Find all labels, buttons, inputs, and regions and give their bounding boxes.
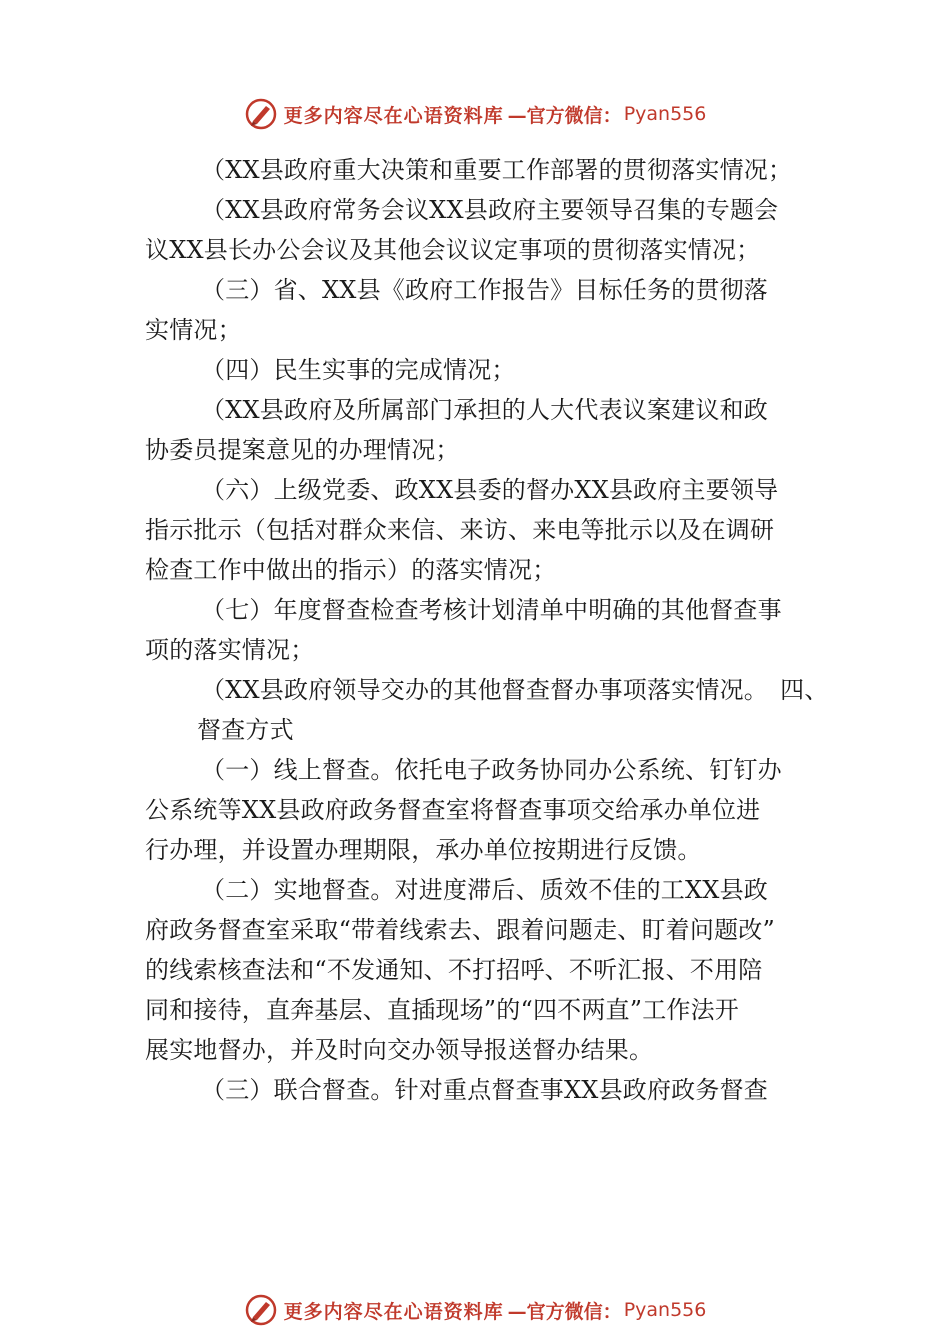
text-line: 行办理，并设置办理期限，承办单位按期进行反馈。: [145, 836, 702, 864]
footer-banner: [0, 1290, 950, 1330]
text-line: 公系统等XX县政府政务督查室将督查事项交给承办单位进: [145, 796, 761, 824]
text-line: （二）实地督查。对进度滞后、质效不佳的工XX县政: [201, 876, 768, 904]
text-line: 议XX县长办公会议及其他会议议定事项的贯彻落实情况；: [145, 236, 761, 264]
text-line: （XX县政府常务会议XX县政府主要领导召集的专题会: [201, 196, 779, 224]
document-body: [145, 150, 829, 1110]
text-line: （四）民生实事的完成情况；: [201, 356, 516, 384]
text-line: 府政务督查室采取“带着线索去、跟着问题走、盯着问题改”: [145, 916, 775, 944]
header-banner-wechat-id: Pyan556: [623, 103, 707, 125]
section-heading: 督查方式: [197, 716, 294, 744]
text-line: （六）上级党委、政XX县委的督办XX县政府主要领导: [201, 476, 779, 504]
footer-banner-text: 更多内容尽在心语资料库: [283, 1300, 504, 1323]
text-line: （XX县政府及所属部门承担的人大代表议案建议和政: [201, 396, 768, 424]
text-line: 项的落实情况；: [145, 636, 315, 664]
footer-banner-wechat-id: Pyan556: [623, 1299, 707, 1321]
header-banner-text: 更多内容尽在心语资料库: [283, 104, 504, 127]
text-line: （XX县政府重大决策和重要工作部署的贯彻落实情况；: [201, 156, 793, 184]
text-line: （三）省、XX县《政府工作报告》目标任务的贯彻落: [201, 276, 768, 304]
text-line: 同和接待，直奔基层、直插现场”的“四不两直”工作法开: [145, 996, 740, 1024]
text-line: 的线索核查法和“不发通知、不打招呼、不听汇报、不用陪: [145, 956, 763, 984]
text-line: 展实地督办，并及时向交办领导报送督办结果。: [145, 1036, 654, 1064]
text-line: （三）联合督查。针对重点督查事XX县政府政务督查: [201, 1076, 768, 1104]
header-banner: [0, 94, 950, 134]
footer-banner-separator: —官方微信：: [507, 1300, 622, 1323]
pen-logo-icon: [244, 1293, 278, 1327]
text-line: 实情况；: [145, 316, 242, 344]
text-line: （七）年度督查检查考核计划清单中明确的其他督查事: [201, 596, 782, 624]
pen-logo-icon: [244, 97, 278, 131]
text-line: （XX县政府领导交办的其他督查督办事项落实情况。 四、: [201, 676, 829, 704]
text-line: 检查工作中做出的指示）的落实情况；: [145, 556, 557, 584]
text-line: 协委员提案意见的办理情况；: [145, 436, 460, 464]
header-banner-separator: —官方微信：: [507, 104, 622, 127]
text-line: 指示批示（包括对群众来信、来访、来电等批示以及在调研: [145, 516, 775, 544]
text-line: （一）线上督查。依托电子政务协同办公系统、钉钉办: [201, 756, 782, 784]
